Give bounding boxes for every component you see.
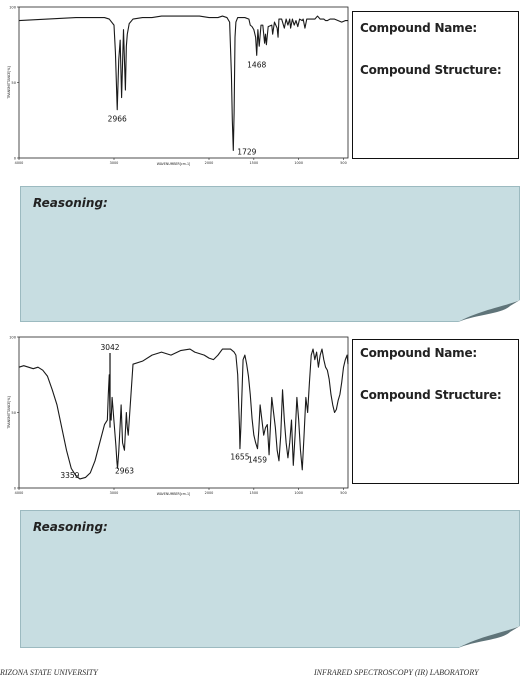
x-tick-label: 2000 [204,161,214,165]
peak-label: 2963 [114,466,135,476]
peak-label: 3042 [100,343,120,352]
compound-info-box-1 [352,11,519,159]
peak-label: 1729 [237,147,257,157]
x-tick-label: 4000 [14,491,24,495]
peak-label: 1655 [230,452,250,462]
x-tick-label: 4000 [14,161,24,165]
spectrum-line [19,349,348,479]
spectrum-chart [4,334,350,500]
reasoning-box-2[interactable] [20,510,520,648]
x-tick-label: 1000 [294,161,303,165]
plot-frame [19,7,348,158]
x-tick-label: 500 [340,161,347,165]
footer-university: RIZONA STATE UNIVERSITY [0,668,98,677]
page-curl-icon [458,300,520,322]
y-tick-label: 0 [13,156,16,161]
peak-label: 1468 [247,60,267,70]
y-tick-label: 100 [9,335,16,340]
x-tick-label: 500 [340,491,347,495]
peak-label: 3359 [60,470,80,480]
x-tick-label: 3000 [109,491,119,495]
footer-lab-title: INFRARED SPECTROSCOPY (IR) LABORATORY [314,668,479,677]
page-curl-icon [458,626,520,648]
ir-spectrum-1 [4,4,350,170]
ir-spectrum-2 [4,334,350,500]
compound-structure-label: Compound Structure: [360,388,502,402]
reasoning-label: Reasoning: [33,520,108,534]
x-tick-label: 1000 [294,491,303,495]
y-tick-label: 100 [9,5,16,10]
x-tick-label: 1500 [249,161,259,165]
x-tick-label: 3000 [109,161,119,165]
x-tick-label: 2000 [204,491,214,495]
compound-name-label: Compound Name: [360,346,478,360]
reasoning-label: Reasoning: [33,196,108,210]
x-tick-label: 1500 [249,491,259,495]
x-axis-label: WAVENUMBER[cm-1] [156,162,191,166]
y-tick-label: 50 [11,411,16,415]
spectrum-chart [4,4,350,170]
reasoning-box-1[interactable] [20,186,520,322]
plot-frame [19,337,348,488]
compound-structure-label: Compound Structure: [360,63,502,77]
y-axis-label: TRANSMITTANCE[%] [7,66,11,99]
compound-name-label: Compound Name: [360,21,478,35]
spectrum-line [19,16,348,150]
y-tick-label: 0 [13,486,16,491]
peak-label: 2966 [107,114,127,124]
y-axis-label: TRANSMITTANCE[%] [7,396,11,429]
peak-label: 1459 [247,455,268,465]
compound-info-box-2 [352,339,519,484]
y-tick-label: 50 [11,81,16,85]
x-axis-label: WAVENUMBER[cm-1] [156,492,191,496]
